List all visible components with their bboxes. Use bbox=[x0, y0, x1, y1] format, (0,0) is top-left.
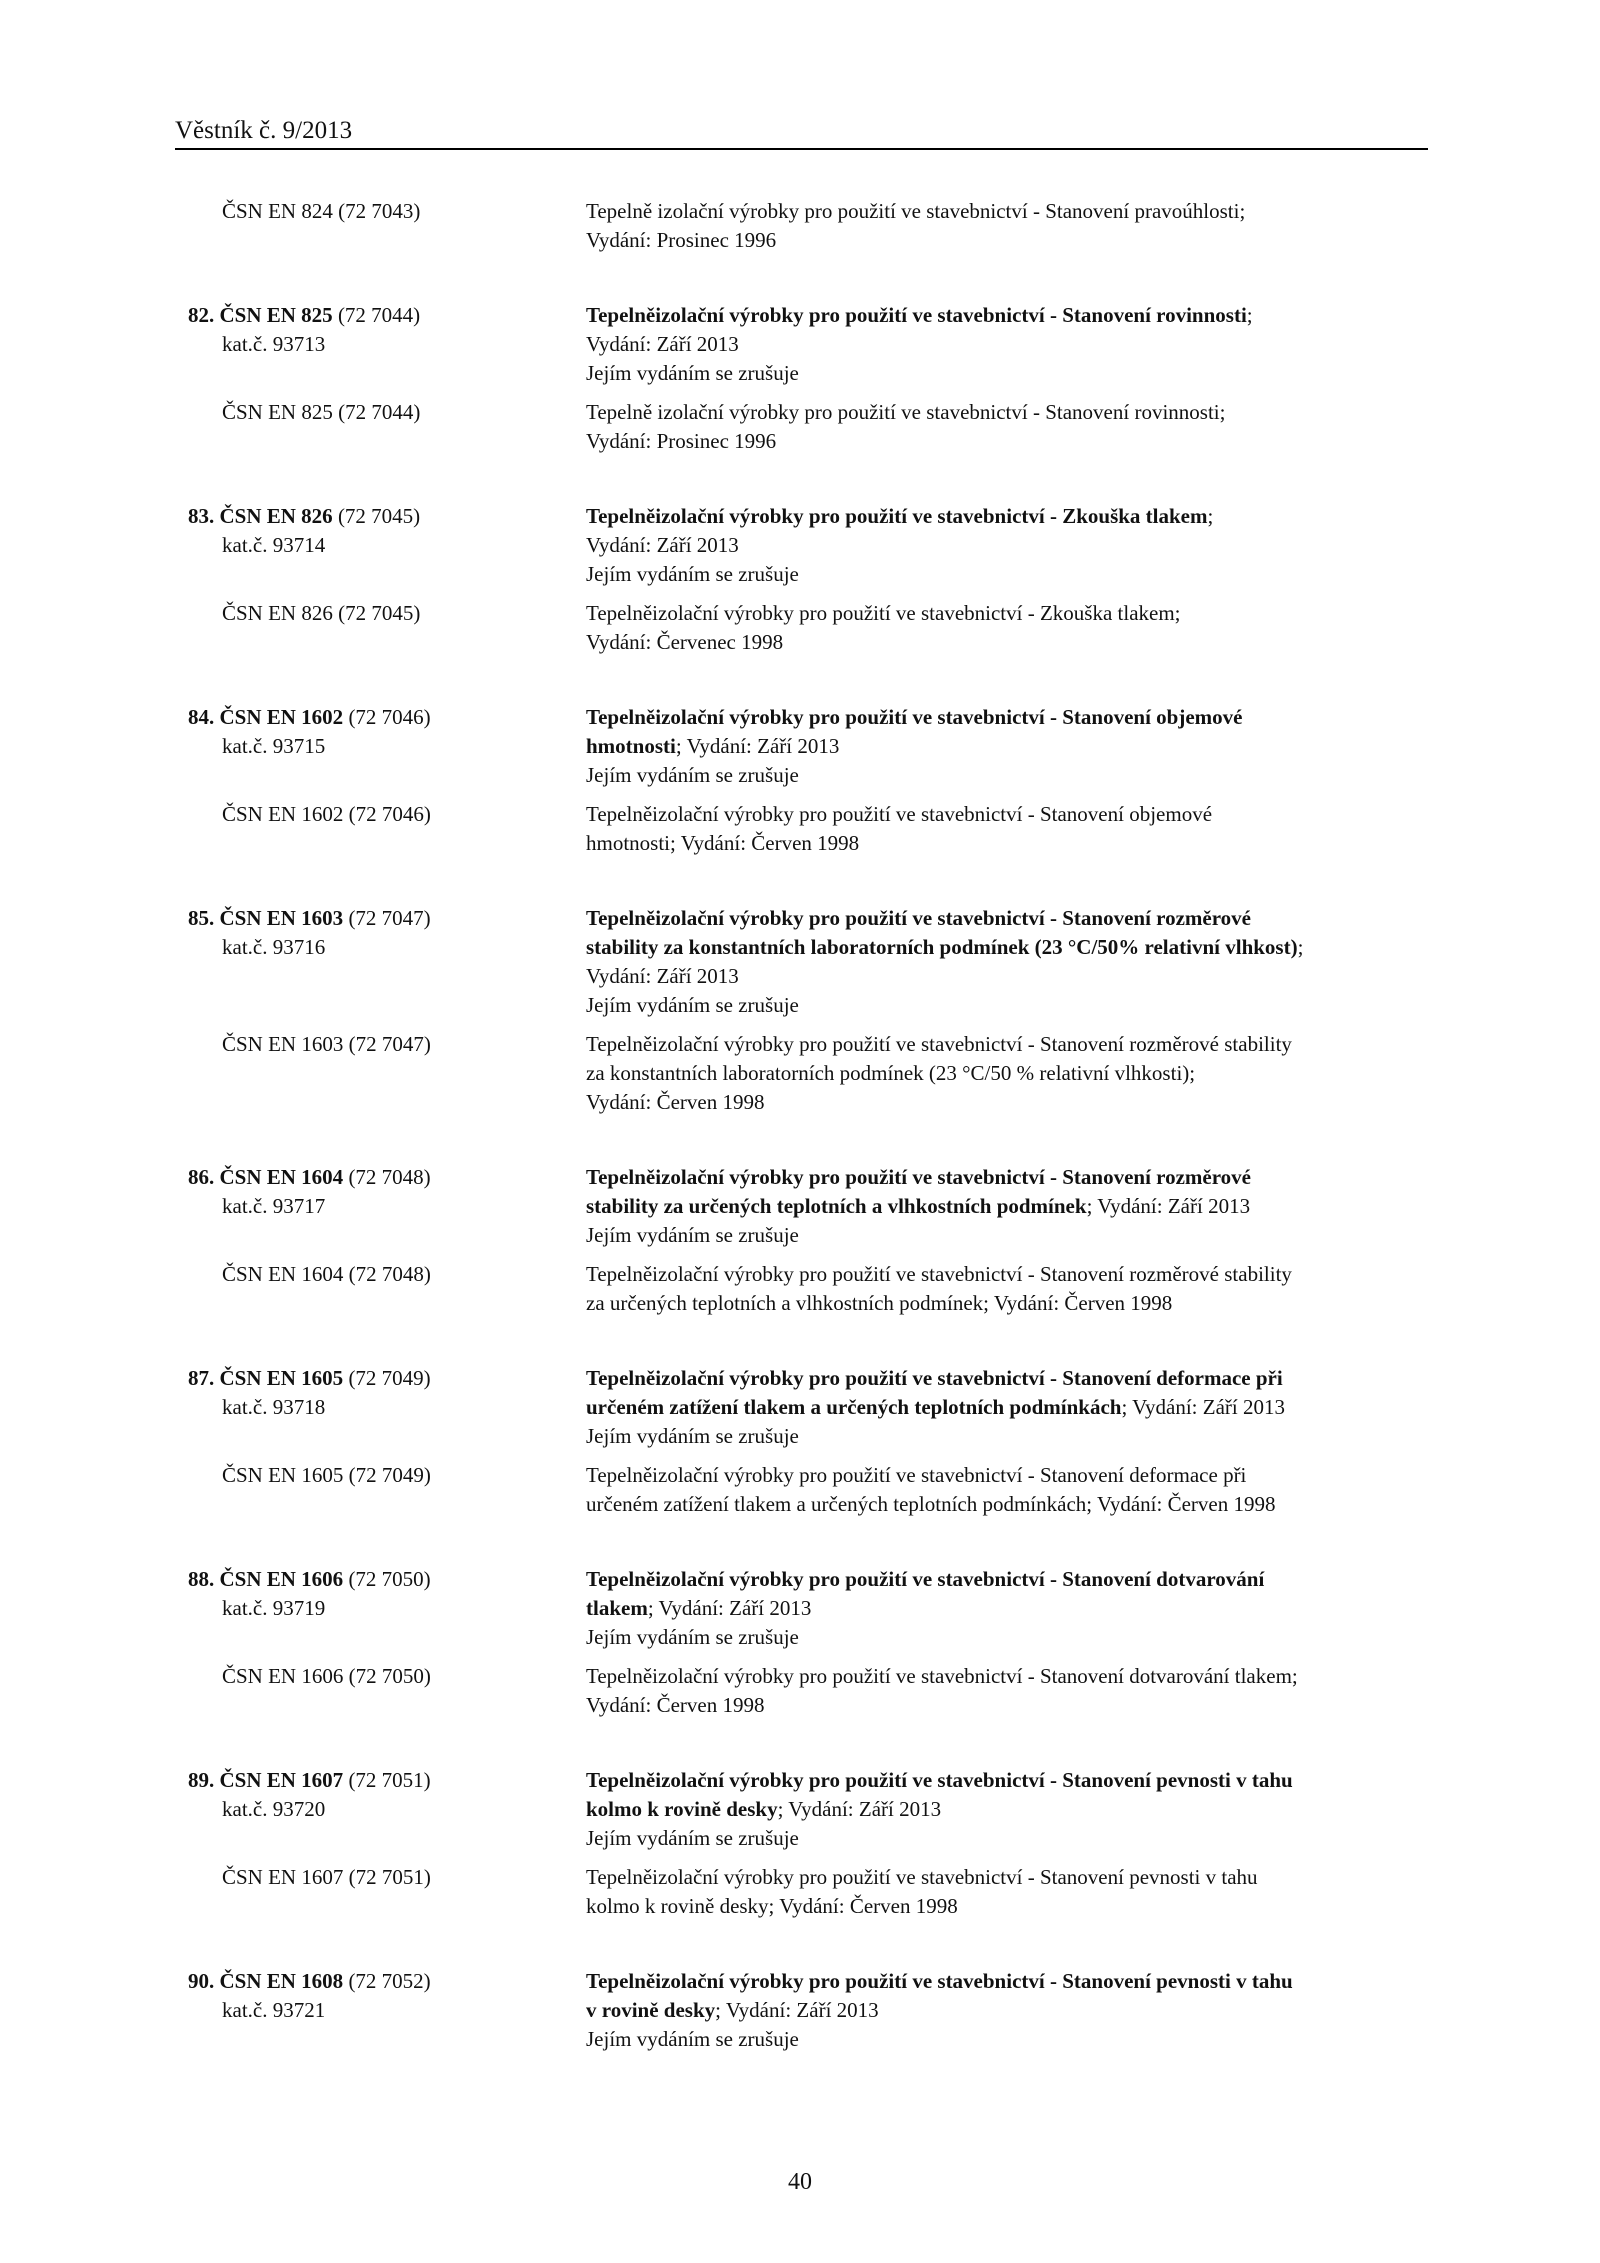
entry-code bbox=[188, 904, 431, 933]
standard-title: stability za konstantních laboratorních podmínek (23 °C/50% relativní vlhkost) bbox=[586, 935, 1298, 959]
withdrawn-standard-title-line: Vydání: Červen 1998 bbox=[586, 1693, 765, 1717]
withdrawn-standard-title-line: Tepelněizolační výrobky pro použití ve stavebnictví - Stanovení deformace při bbox=[586, 1463, 1247, 1487]
standard-title: v rovině desky bbox=[586, 1998, 716, 2022]
issue-info: ; Vydání: Září 2013 bbox=[647, 1596, 812, 1620]
standard-title-line bbox=[586, 1163, 1251, 1192]
standard-class-code: (72 7045) bbox=[332, 504, 421, 528]
page-number: 40 bbox=[788, 2169, 812, 2195]
withdrawn-standard-title-line: Vydání: Červenec 1998 bbox=[586, 630, 784, 654]
catalog-number: kat.č. 93715 bbox=[222, 734, 326, 758]
issue-info: Vydání: Září 2013 bbox=[586, 964, 739, 988]
standard-title-line bbox=[586, 1594, 811, 1623]
standard-title-line bbox=[586, 1795, 941, 1824]
catalog-number: kat.č. 93716 bbox=[222, 935, 326, 959]
standard-title: Tepelněizolační výrobky pro použití ve stavebnictví - Stanovení rozměrové bbox=[586, 1165, 1251, 1189]
standard-class-code: (72 7052) bbox=[343, 1969, 431, 1993]
issue-info: ; bbox=[1207, 504, 1214, 528]
standard-title: Tepelněizolační výrobky pro použití ve stavebnictví - Zkouška tlakem bbox=[586, 504, 1208, 528]
entry-code bbox=[188, 1766, 431, 1795]
withdrawn-standard-title-line: Tepelně izolační výrobky pro použití ve stavebnictví - Stanovení pravoúhlosti; bbox=[586, 199, 1246, 223]
standard-code: ČSN EN 1605 bbox=[219, 1366, 344, 1390]
standard-title-line bbox=[586, 330, 739, 359]
catalog-number: kat.č. 93721 bbox=[222, 1998, 326, 2022]
standard-title-line bbox=[586, 732, 839, 761]
withdrawn-standard-title-line: Tepelněizolační výrobky pro použití ve stavebnictví - Zkouška tlakem; bbox=[586, 601, 1181, 625]
replaces-note: Jejím vydáním se zrušuje bbox=[586, 361, 799, 385]
replaces-note: Jejím vydáním se zrušuje bbox=[586, 993, 799, 1017]
catalog-number: kat.č. 93714 bbox=[222, 533, 326, 557]
entry-number: 90. bbox=[188, 1969, 220, 1993]
standard-title-line bbox=[586, 904, 1251, 933]
withdrawn-standard-code: ČSN EN 824 (72 7043) bbox=[222, 199, 421, 223]
issue-info: ; Vydání: Září 2013 bbox=[1086, 1194, 1251, 1218]
withdrawn-standard-title-line: Tepelně izolační výrobky pro použití ve stavebnictví - Stanovení rovinnosti; bbox=[586, 400, 1226, 424]
withdrawn-standard-title-line: za určených teplotních a vlhkostních podmínek; Vydání: Červen 1998 bbox=[586, 1291, 1173, 1315]
standard-title: Tepelněizolační výrobky pro použití ve stavebnictví - Stanovení rozměrové bbox=[586, 906, 1251, 930]
standard-code: ČSN EN 1602 bbox=[219, 705, 344, 729]
standard-code: ČSN EN 1606 bbox=[219, 1567, 344, 1591]
withdrawn-standard-code: ČSN EN 1603 (72 7047) bbox=[222, 1032, 431, 1056]
withdrawn-standard-title-line: Vydání: Prosinec 1996 bbox=[586, 429, 777, 453]
standard-title-line bbox=[586, 1364, 1283, 1393]
issue-info: ; bbox=[1297, 935, 1304, 959]
replaces-note: Jejím vydáním se zrušuje bbox=[586, 562, 799, 586]
issue-info: Vydání: Září 2013 bbox=[586, 332, 739, 356]
page-header bbox=[175, 110, 1428, 150]
withdrawn-standard-title-line: určeném zatížení tlakem a určených teplotních podmínkách; Vydání: Červen 1998 bbox=[586, 1492, 1276, 1516]
catalog-number: kat.č. 93719 bbox=[222, 1596, 326, 1620]
withdrawn-standard-title-line: Vydání: Červen 1998 bbox=[586, 1090, 765, 1114]
entry-code bbox=[188, 502, 420, 531]
standard-title: určeném zatížení tlakem a určených teplotních podmínkách bbox=[586, 1395, 1122, 1419]
withdrawn-standard-title-line: Tepelněizolační výrobky pro použití ve stavebnictví - Stanovení rozměrové stability bbox=[586, 1262, 1292, 1286]
standard-class-code: (72 7046) bbox=[343, 705, 431, 729]
journal-title: Věstník č. 9/2013 bbox=[175, 117, 353, 144]
standard-class-code: (72 7050) bbox=[343, 1567, 431, 1591]
standard-title: Tepelněizolační výrobky pro použití ve stavebnictví - Stanovení objemové bbox=[586, 705, 1243, 729]
standard-title-line bbox=[586, 1996, 879, 2025]
catalog-number: kat.č. 93720 bbox=[222, 1797, 326, 1821]
standard-title: stability za určených teplotních a vlhkostních podmínek bbox=[586, 1194, 1087, 1218]
standard-title: hmotnosti bbox=[586, 734, 676, 758]
withdrawn-standard-code: ČSN EN 1605 (72 7049) bbox=[222, 1463, 431, 1487]
issue-info: ; Vydání: Září 2013 bbox=[715, 1998, 879, 2022]
entry-code bbox=[188, 1364, 431, 1393]
standard-code: ČSN EN 826 bbox=[219, 504, 333, 528]
withdrawn-standard-code: ČSN EN 1607 (72 7051) bbox=[222, 1865, 431, 1889]
standard-code: ČSN EN 1607 bbox=[219, 1768, 344, 1792]
withdrawn-standard-title-line: Tepelněizolační výrobky pro použití ve stavebnictví - Stanovení objemové bbox=[586, 802, 1213, 826]
replaces-note: Jejím vydáním se zrušuje bbox=[586, 2027, 799, 2051]
withdrawn-standard-code: ČSN EN 1606 (72 7050) bbox=[222, 1664, 431, 1688]
entry-number: 89. bbox=[188, 1768, 220, 1792]
withdrawn-standard-code: ČSN EN 825 (72 7044) bbox=[222, 400, 421, 424]
standard-title: Tepelněizolační výrobky pro použití ve stavebnictví - Stanovení dotvarování bbox=[586, 1567, 1265, 1591]
catalog-number: kat.č. 93717 bbox=[222, 1194, 326, 1218]
standard-title-line bbox=[586, 962, 739, 991]
standard-code: ČSN EN 1603 bbox=[219, 906, 344, 930]
issue-info: Vydání: Září 2013 bbox=[586, 533, 739, 557]
entry-code bbox=[188, 703, 431, 732]
standard-title-line bbox=[586, 1393, 1285, 1422]
standard-title-line bbox=[586, 1967, 1293, 1996]
standard-class-code: (72 7044) bbox=[332, 303, 421, 327]
entry-number: 87. bbox=[188, 1366, 220, 1390]
standard-title: Tepelněizolační výrobky pro použití ve stavebnictví - Stanovení rovinnosti bbox=[586, 303, 1247, 327]
standard-class-code: (72 7049) bbox=[343, 1366, 431, 1390]
issue-info: ; Vydání: Září 2013 bbox=[1121, 1395, 1285, 1419]
entry-number: 86. bbox=[188, 1165, 220, 1189]
replaces-note: Jejím vydáním se zrušuje bbox=[586, 1424, 799, 1448]
standard-class-code: (72 7051) bbox=[343, 1768, 431, 1792]
standard-title-line bbox=[586, 531, 739, 560]
standard-title-line bbox=[586, 301, 1253, 330]
standard-title-line bbox=[586, 1565, 1264, 1594]
standard-code: ČSN EN 825 bbox=[219, 303, 333, 327]
standard-class-code: (72 7047) bbox=[343, 906, 431, 930]
entry-code bbox=[188, 1967, 431, 1996]
withdrawn-standard-title-line: Tepelněizolační výrobky pro použití ve stavebnictví - Stanovení dotvarování tlakem; bbox=[586, 1664, 1298, 1688]
replaces-note: Jejím vydáním se zrušuje bbox=[586, 1223, 799, 1247]
withdrawn-standard-title-line: Tepelněizolační výrobky pro použití ve stavebnictví - Stanovení rozměrové stability bbox=[586, 1032, 1292, 1056]
standard-title: Tepelněizolační výrobky pro použití ve stavebnictví - Stanovení pevnosti v tahu bbox=[586, 1969, 1293, 1993]
replaces-note: Jejím vydáním se zrušuje bbox=[586, 763, 799, 787]
entry-number: 82. bbox=[188, 303, 220, 327]
withdrawn-standard-title-line: kolmo k rovině desky; Vydání: Červen 1998 bbox=[586, 1894, 958, 1918]
catalog-number: kat.č. 93718 bbox=[222, 1395, 326, 1419]
standard-title-line bbox=[586, 1766, 1293, 1795]
withdrawn-standard-title-line: hmotnosti; Vydání: Červen 1998 bbox=[586, 831, 860, 855]
withdrawn-standard-title-line: Vydání: Prosinec 1996 bbox=[586, 228, 777, 252]
withdrawn-standard-title-line: za konstantních laboratorních podmínek (23 °C/50 % relativní vlhkosti); bbox=[586, 1061, 1196, 1085]
standard-title: Tepelněizolační výrobky pro použití ve stavebnictví - Stanovení deformace při bbox=[586, 1366, 1283, 1390]
standard-title: tlakem bbox=[586, 1596, 648, 1620]
entry-number: 88. bbox=[188, 1567, 220, 1591]
withdrawn-standard-code: ČSN EN 1604 (72 7048) bbox=[222, 1262, 431, 1286]
withdrawn-standard-code: ČSN EN 826 (72 7045) bbox=[222, 601, 421, 625]
withdrawn-standard-title-line: Tepelněizolační výrobky pro použití ve stavebnictví - Stanovení pevnosti v tahu bbox=[586, 1865, 1258, 1889]
catalog-number: kat.č. 93713 bbox=[222, 332, 326, 356]
replaces-note: Jejím vydáním se zrušuje bbox=[586, 1826, 799, 1850]
standard-title: Tepelněizolační výrobky pro použití ve stavebnictví - Stanovení pevnosti v tahu bbox=[586, 1768, 1293, 1792]
standard-title-line bbox=[586, 703, 1242, 732]
entry-number: 84. bbox=[188, 705, 220, 729]
entry-number: 83. bbox=[188, 504, 220, 528]
withdrawn-standard-code: ČSN EN 1602 (72 7046) bbox=[222, 802, 431, 826]
replaces-note: Jejím vydáním se zrušuje bbox=[586, 1625, 799, 1649]
entry-code bbox=[188, 301, 420, 330]
entry-code bbox=[188, 1163, 431, 1192]
standard-title-line bbox=[586, 1192, 1250, 1221]
entry-code bbox=[188, 1565, 431, 1594]
standard-title-line bbox=[586, 933, 1303, 962]
standard-title-line bbox=[586, 502, 1213, 531]
standard-code: ČSN EN 1608 bbox=[219, 1969, 344, 1993]
issue-info: ; Vydání: Září 2013 bbox=[675, 734, 840, 758]
standard-code: ČSN EN 1604 bbox=[219, 1165, 344, 1189]
issue-info: ; bbox=[1246, 303, 1253, 327]
standard-title: kolmo k rovině desky bbox=[586, 1797, 778, 1821]
issue-info: ; Vydání: Září 2013 bbox=[777, 1797, 942, 1821]
entry-number: 85. bbox=[188, 906, 220, 930]
standard-class-code: (72 7048) bbox=[343, 1165, 431, 1189]
